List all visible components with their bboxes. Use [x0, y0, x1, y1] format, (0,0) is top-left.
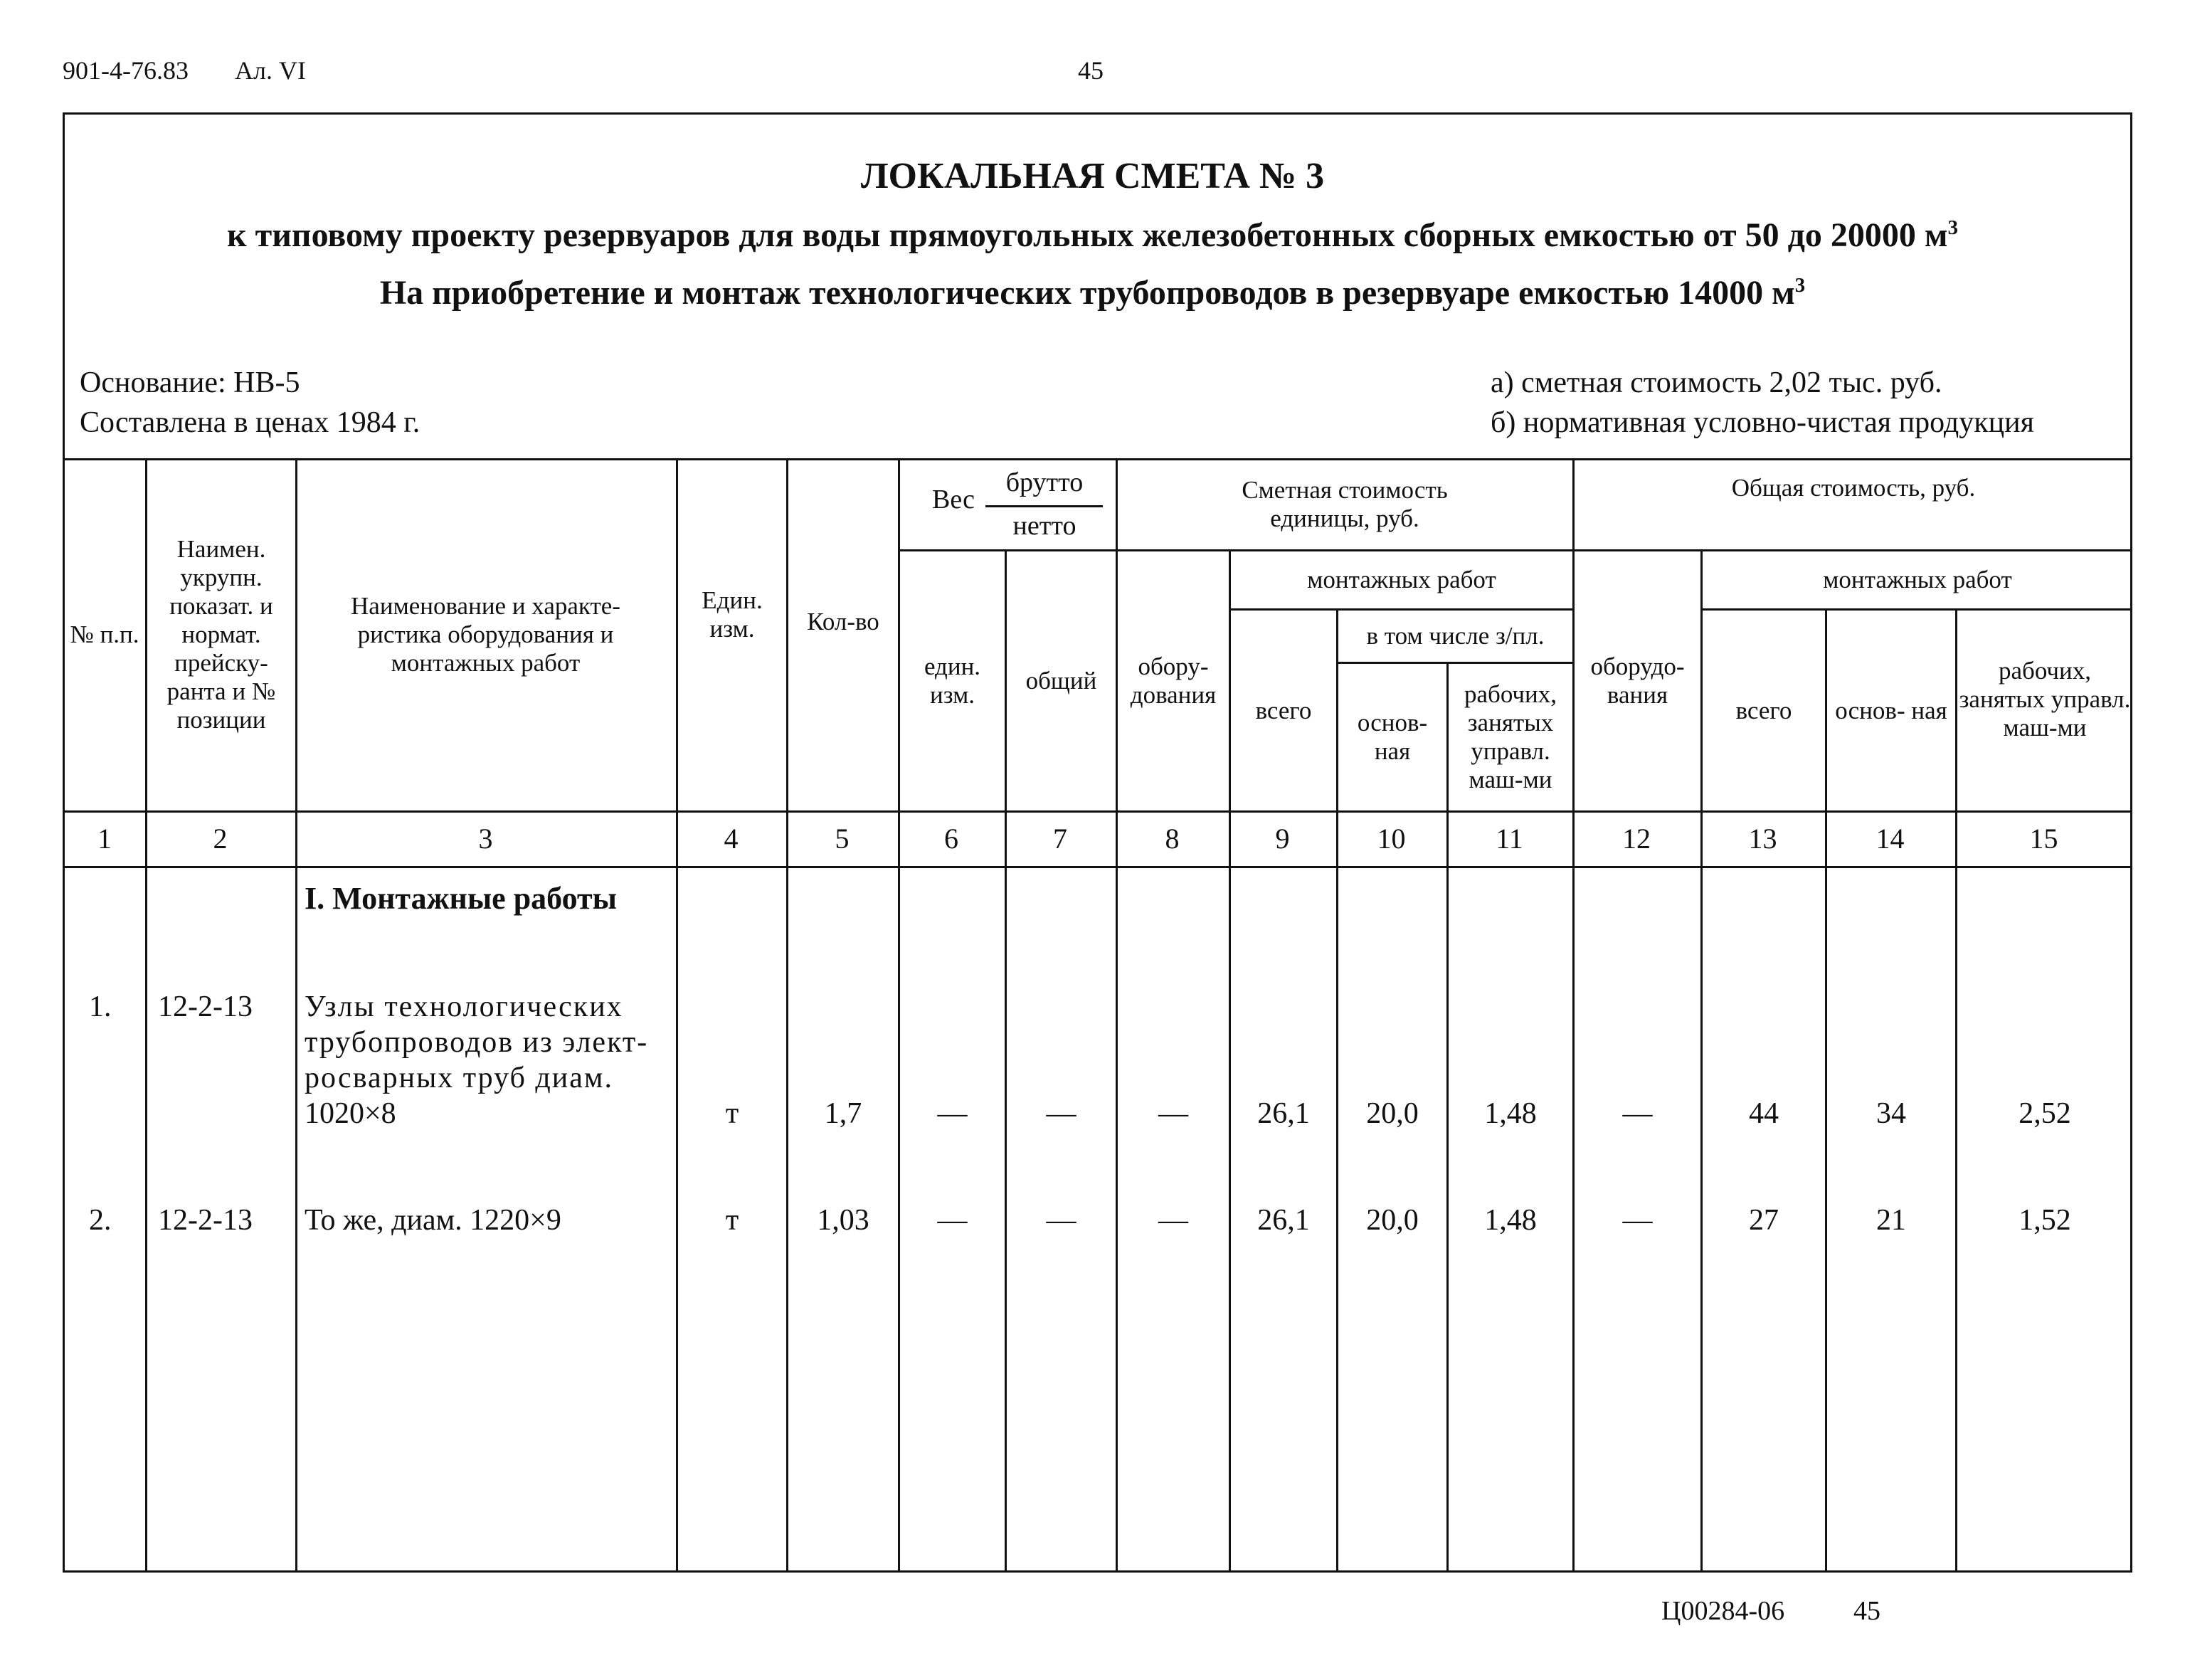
column-number: 11: [1496, 823, 1523, 855]
row-weight-total: —: [1046, 1097, 1076, 1130]
row-total-basic: 21: [1876, 1204, 1906, 1237]
row-basic-wage: 20,0: [1366, 1097, 1419, 1130]
column-number: 8: [1165, 823, 1180, 855]
column-number: 7: [1053, 823, 1067, 855]
header-col-basic-wage: основ- ная: [1357, 709, 1428, 765]
document-code: 901-4-76.83: [63, 56, 189, 85]
header-mounting-2: монтажных работ: [1823, 566, 2012, 593]
column-number: 12: [1622, 823, 1651, 855]
weight-gross: брутто: [1005, 467, 1084, 497]
header-col-total-basic: основ- ная: [1835, 696, 1947, 724]
column-number: 10: [1377, 823, 1406, 855]
estimate-purpose: На приобретение и монтаж технологических трубопроводов в резервуаре емкостью 14000 $м^3$: [379, 274, 1806, 312]
row-machine-wage: 1,48: [1484, 1097, 1537, 1130]
column-number: 3: [478, 823, 493, 855]
column-number: 4: [724, 823, 739, 855]
row-total-mount: 27: [1749, 1204, 1779, 1237]
row-unit: т: [725, 1097, 739, 1130]
header-col-weight-unit: един. изм.: [924, 653, 981, 709]
header-incl-wage: в том числе з/пл.: [1366, 622, 1545, 650]
row-weight-total: —: [1046, 1204, 1076, 1237]
column-number: 15: [2029, 823, 2058, 855]
row-number: 2.: [89, 1204, 112, 1237]
column-number: 2: [213, 823, 228, 855]
header-col-qty: Кол-во: [807, 608, 879, 635]
header-col-mount-total: всего: [1255, 696, 1312, 724]
sheet-label: Ал. VI: [235, 56, 306, 85]
header-col-machine-wage: рабочих, занятых управл. маш-ми: [1464, 680, 1557, 793]
row-unit: т: [725, 1204, 739, 1237]
row-code: 12-2-13: [158, 990, 253, 1023]
weight-label: Вес: [932, 485, 975, 514]
footer-page: 45: [1853, 1596, 1880, 1626]
header-col-number: № п.п.: [70, 620, 139, 648]
header-col-total-equipment: оборудо- вания: [1590, 653, 1685, 709]
row-mount-total: 26,1: [1257, 1097, 1310, 1130]
row-equipment: —: [1158, 1097, 1188, 1130]
header-col-unit: Един. изм.: [702, 586, 763, 643]
header-bottom-line: [63, 810, 2132, 813]
row-weight-unit: —: [937, 1204, 968, 1237]
row-total-equipment: —: [1622, 1097, 1653, 1130]
row-name-line: 1020×8: [305, 1097, 396, 1130]
page-number: 45: [1078, 56, 1104, 85]
row-qty: 1,7: [824, 1097, 862, 1130]
prices-text: Составлена в ценах 1984 г.: [80, 406, 420, 439]
colnum-bottom-line: [63, 866, 2132, 868]
row-total-mount: 44: [1749, 1097, 1779, 1130]
basis-text: Основание: НВ-5: [80, 366, 300, 399]
row-total-machine: 2,52: [2019, 1097, 2071, 1130]
row-total-equipment: —: [1622, 1204, 1653, 1237]
header-col-total-mount: всего: [1735, 696, 1792, 724]
column-number: 1: [97, 823, 112, 855]
row-machine-wage: 1,48: [1484, 1204, 1537, 1237]
row-code: 12-2-13: [158, 1204, 253, 1237]
row-basic-wage: 20,0: [1366, 1204, 1419, 1237]
row-number: 1.: [89, 990, 112, 1023]
row-qty: 1,03: [817, 1204, 869, 1237]
col-divider: [295, 458, 297, 1573]
header-total-cost: Общая стоимость, руб.: [1731, 474, 1976, 502]
weight-net: нетто: [1012, 511, 1076, 541]
row-total-machine: 1,52: [2019, 1204, 2071, 1237]
column-number: 13: [1748, 823, 1777, 855]
header-col-total-machine: рабочих, занятых управл. маш-ми: [1959, 657, 2131, 741]
row-name-line: То же, диам. 1220×9: [305, 1204, 561, 1237]
estimate-subtitle: к типовому проекту резервуаров для воды прямоугольных железобетонных сборных емкостью от 50 до 20000 $м^3$: [227, 216, 1958, 254]
row-name-line: Узлы технологических: [305, 990, 623, 1023]
row-weight-unit: —: [937, 1097, 968, 1130]
footer-code: Ц00284-06: [1661, 1596, 1785, 1626]
row-total-basic: 34: [1876, 1097, 1906, 1130]
column-number: 9: [1275, 823, 1290, 855]
column-number: 5: [835, 823, 850, 855]
weight-fraction-line: [985, 505, 1103, 507]
header-mounting-1: монтажных работ: [1307, 566, 1496, 593]
header-col-code: Наимен. укрупн. показат. и нормат. прейску- ранта и № позиции: [166, 534, 276, 734]
row-name-line: росварных труб диам.: [305, 1062, 613, 1094]
header-col-weight-total: общий: [1025, 667, 1097, 694]
header-col-name: Наименование и характе- ристика оборудования и монтажных работ: [351, 591, 620, 677]
row-name-line: трубопроводов из элект-: [305, 1026, 649, 1059]
estimate-title: ЛОКАЛЬНАЯ СМЕТА № 3: [860, 156, 1325, 196]
header-unit-cost: Сметная стоимость единицы, руб.: [1242, 476, 1448, 532]
row-mount-total: 26,1: [1257, 1204, 1310, 1237]
net-product: б) нормативная условно-чистая продукция: [1491, 406, 2034, 439]
section-title: I. Монтажные работы: [305, 881, 617, 916]
header-col-equipment: обору- дования: [1130, 653, 1217, 709]
estimated-cost: а) сметная стоимость 2,02 тыс. руб.: [1491, 366, 1942, 399]
column-number: 14: [1875, 823, 1905, 855]
column-number: 6: [944, 823, 958, 855]
row-equipment: —: [1158, 1204, 1188, 1237]
